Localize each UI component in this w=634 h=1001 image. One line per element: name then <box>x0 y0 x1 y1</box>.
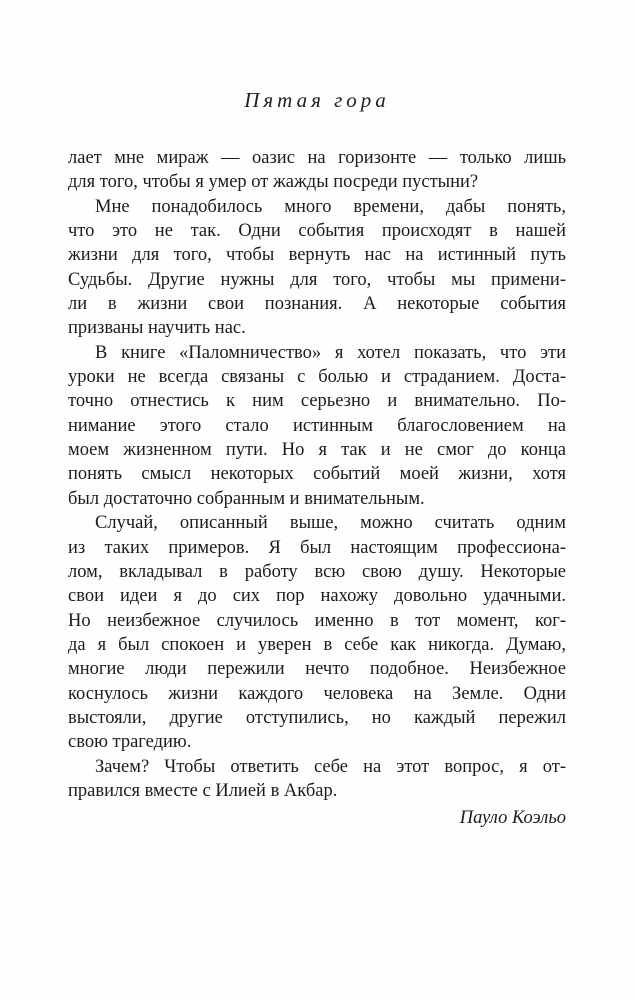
text-line: многие люди пережили нечто подобное. Неизбежное <box>68 659 566 680</box>
text-line: для того, чтобы я умер от жажды посреди пустыни? <box>68 172 479 193</box>
text-line: жизни для того, чтобы вернуть нас на истинный путь <box>68 245 566 266</box>
paragraph <box>68 511 566 754</box>
text-line: В книге «Паломничество» я хотел показать, что эти <box>95 342 566 363</box>
running-head-title: Пятая гора <box>244 88 390 112</box>
text-line: правился вместе с Илией в Акбар. <box>68 780 338 801</box>
text-line: нимание этого стало истинным благословением на <box>68 415 566 436</box>
text-line: выстояли, другие отступились, но каждый пережил <box>68 707 566 728</box>
text-line: Мне понадобилось много времени, дабы понять, <box>95 196 566 217</box>
text-line: свои идеи я до сих пор нахожу довольно удачными. <box>68 586 566 607</box>
paragraph <box>68 146 566 195</box>
text-line: да я был спокоен и уверен в себе как никогда. Думаю, <box>68 634 566 655</box>
text-line: лом, вкладывал в работу всю свою душу. Некоторые <box>68 561 566 582</box>
paragraph <box>68 755 566 804</box>
author-signature: Пауло Коэльо <box>459 808 566 829</box>
paragraph <box>68 341 566 511</box>
paragraph <box>68 195 566 341</box>
page-body <box>68 146 566 803</box>
text-line: Случай, описанный выше, можно считать одним <box>95 513 566 534</box>
text-line: призваны научить нас. <box>68 318 246 339</box>
text-line: понять смысл некоторых событий моей жизни, хотя <box>68 464 566 485</box>
text-line: коснулось жизни каждого человека на Земле. Одни <box>68 683 566 704</box>
text-line: ли в жизни свои познания. А некоторые события <box>68 294 566 315</box>
text-line: уроки не всегда связаны с болью и страданием. Доста- <box>68 367 566 388</box>
text-line: Судьбы. Другие нужны для того, чтобы мы примени- <box>68 269 566 290</box>
text-line: что это не так. Одни события происходят в нашей <box>68 221 566 242</box>
page-content <box>68 146 566 831</box>
text-line: был достаточно собранным и внимательным. <box>68 488 425 509</box>
text-line: моем жизненном пути. Но я так и не смог до конца <box>68 440 566 461</box>
text-line: Зачем? Чтобы ответить себе на этот вопрос, я от- <box>95 756 566 777</box>
text-line: точно отнестись к ним серьезно и внимательно. По- <box>68 391 566 412</box>
text-line: свою трагедию. <box>68 732 192 753</box>
text-line: лает мне мираж — оазис на горизонте — только лишь <box>68 148 566 168</box>
text-line: Но неизбежное случилось именно в тот момент, ког- <box>68 610 566 631</box>
text-line: из таких примеров. Я был настоящим профессиона- <box>68 537 566 558</box>
